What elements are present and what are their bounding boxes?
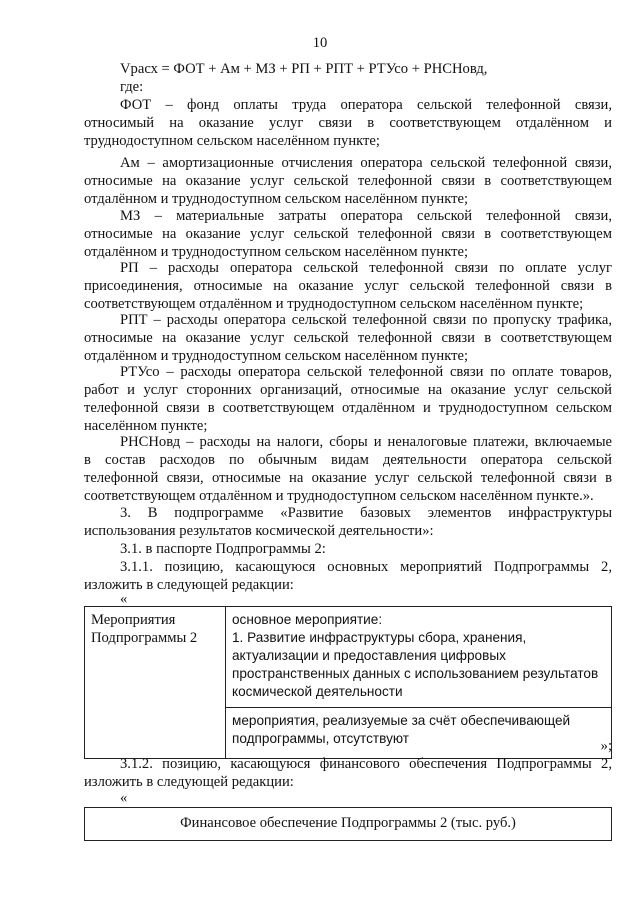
table-label-cell <box>85 607 226 759</box>
definition-line: населённом пункте; <box>84 418 208 434</box>
table-cell-support-measures <box>226 708 612 759</box>
measures-table <box>84 606 612 759</box>
definition-line: телефонной связи в соответствующем отдалённом и труднодоступном сельском <box>84 400 612 416</box>
support-measures-text: мероприятия, реализуемые за счёт обеспечивающей подпрограммы, отсутствуют <box>232 713 571 746</box>
table-label: Мероприятия Подпрограммы 2 <box>91 612 198 646</box>
definition-rtuso <box>84 363 612 435</box>
item-3-line: 3. В подпрограмме «Развитие базовых элементов инфраструктуры <box>120 505 612 521</box>
definition-line: РТУсо – расходы оператора сельской телефонной связи по оплате товаров, <box>120 364 612 380</box>
definition-line: МЗ – материальные затраты оператора сельской телефонной связи, <box>120 208 612 224</box>
definition-line: относимые на оказание услуг сельской телефонной связи в соответствующем <box>84 173 612 189</box>
definition-rnsnovd <box>84 433 612 505</box>
item-3-1-2-line: 3.1.2. позицию, касающуюся финансового обеспечения Подпрограммы 2, <box>120 756 612 772</box>
main-measure-text: основное мероприятие: 1. Развитие инфраструктуры сбора, хранения, актуализации и предоставления цифровых пространственных данных с использованием результатов космической деятельности <box>232 612 599 699</box>
table-cell-main-measure <box>226 607 612 708</box>
page-number: 10 <box>312 35 328 51</box>
definition-am <box>84 154 612 208</box>
definition-line: присоединения, относимые на оказание услуг сельской телефонной связи в <box>84 278 612 294</box>
definition-line: отдалённом и труднодоступном сельском населённом пункте; <box>84 244 469 260</box>
item-3-line: использования результатов космической деятельности»: <box>84 523 434 539</box>
item-3-1-1-line: 3.1.1. позицию, касающуюся основных мероприятий Подпрограммы 2, <box>120 559 612 575</box>
close-quote: »; <box>600 738 612 754</box>
financing-table <box>84 807 612 841</box>
table-row <box>85 808 612 841</box>
item-3-1-1-line: изложить в следующей редакции: <box>84 577 294 593</box>
item-3-1-2-line: изложить в следующей редакции: <box>84 774 294 790</box>
definition-line: Ам – амортизационные отчисления оператора сельской телефонной связи, <box>120 155 612 171</box>
item-3-1-1 <box>84 558 612 594</box>
where-label: где: <box>120 79 144 95</box>
definition-line: отдалённом и труднодоступном сельском населённом пункте; <box>84 348 469 364</box>
definition-line: работ и услуг сторонних организаций, относимые на оказание услуг сельской <box>84 382 612 398</box>
formula: Vрасх = ФОТ + Ам + МЗ + РП + РПТ + РТУсо + РНСНовд, <box>120 61 488 77</box>
definition-line: отдалённом и труднодоступном сельском населённом пункте; <box>84 191 469 207</box>
definition-line: в состав расходов по обычным видам деятельности оператора сельской <box>84 452 612 468</box>
definition-line: соответствующем отдалённом и труднодоступном сельском населённом пункте.». <box>84 488 594 504</box>
definition-line: относимые на оказание услуг сельской телефонной связи в соответствующем <box>84 330 612 346</box>
financing-header-cell: Финансовое обеспечение Подпрограммы 2 (тыс. руб.) <box>85 808 612 841</box>
definition-line: ФОТ – фонд оплаты труда оператора сельской телефонной связи, <box>120 97 612 113</box>
definition-line: РНСНовд – расходы на налоги, сборы и неналоговые платежи, включаемые <box>120 434 612 450</box>
definition-mz <box>84 207 612 261</box>
table-row <box>85 607 612 708</box>
item-3-1: 3.1. в паспорте Подпрограммы 2: <box>120 541 326 557</box>
definition-line: относимый на оказание услуг связи в соответствующем отдалённом и <box>84 115 612 131</box>
definition-line: соответствующем отдалённом и труднодоступном сельском населённом пункте; <box>84 296 584 312</box>
definition-line: труднодоступном сельском населённом пункте; <box>84 133 380 149</box>
item-3-1-2 <box>84 755 612 791</box>
open-quote: « <box>120 790 128 806</box>
definition-fot <box>84 96 612 150</box>
definition-rp <box>84 259 612 313</box>
definition-rpt <box>84 311 612 365</box>
definition-line: РП – расходы оператора сельской телефонной связи по оплате услуг <box>120 260 612 276</box>
definition-line: относимые на оказание услуг сельской телефонной связи в соответствующем <box>84 226 612 242</box>
definition-line: РПТ – расходы оператора сельской телефонной связи по пропуску трафика, <box>120 312 612 328</box>
definition-line: телефонной связи, относимые на оказание услуг сельской телефонной связи в <box>84 470 612 486</box>
open-quote: « <box>120 591 128 607</box>
item-3 <box>84 504 612 540</box>
